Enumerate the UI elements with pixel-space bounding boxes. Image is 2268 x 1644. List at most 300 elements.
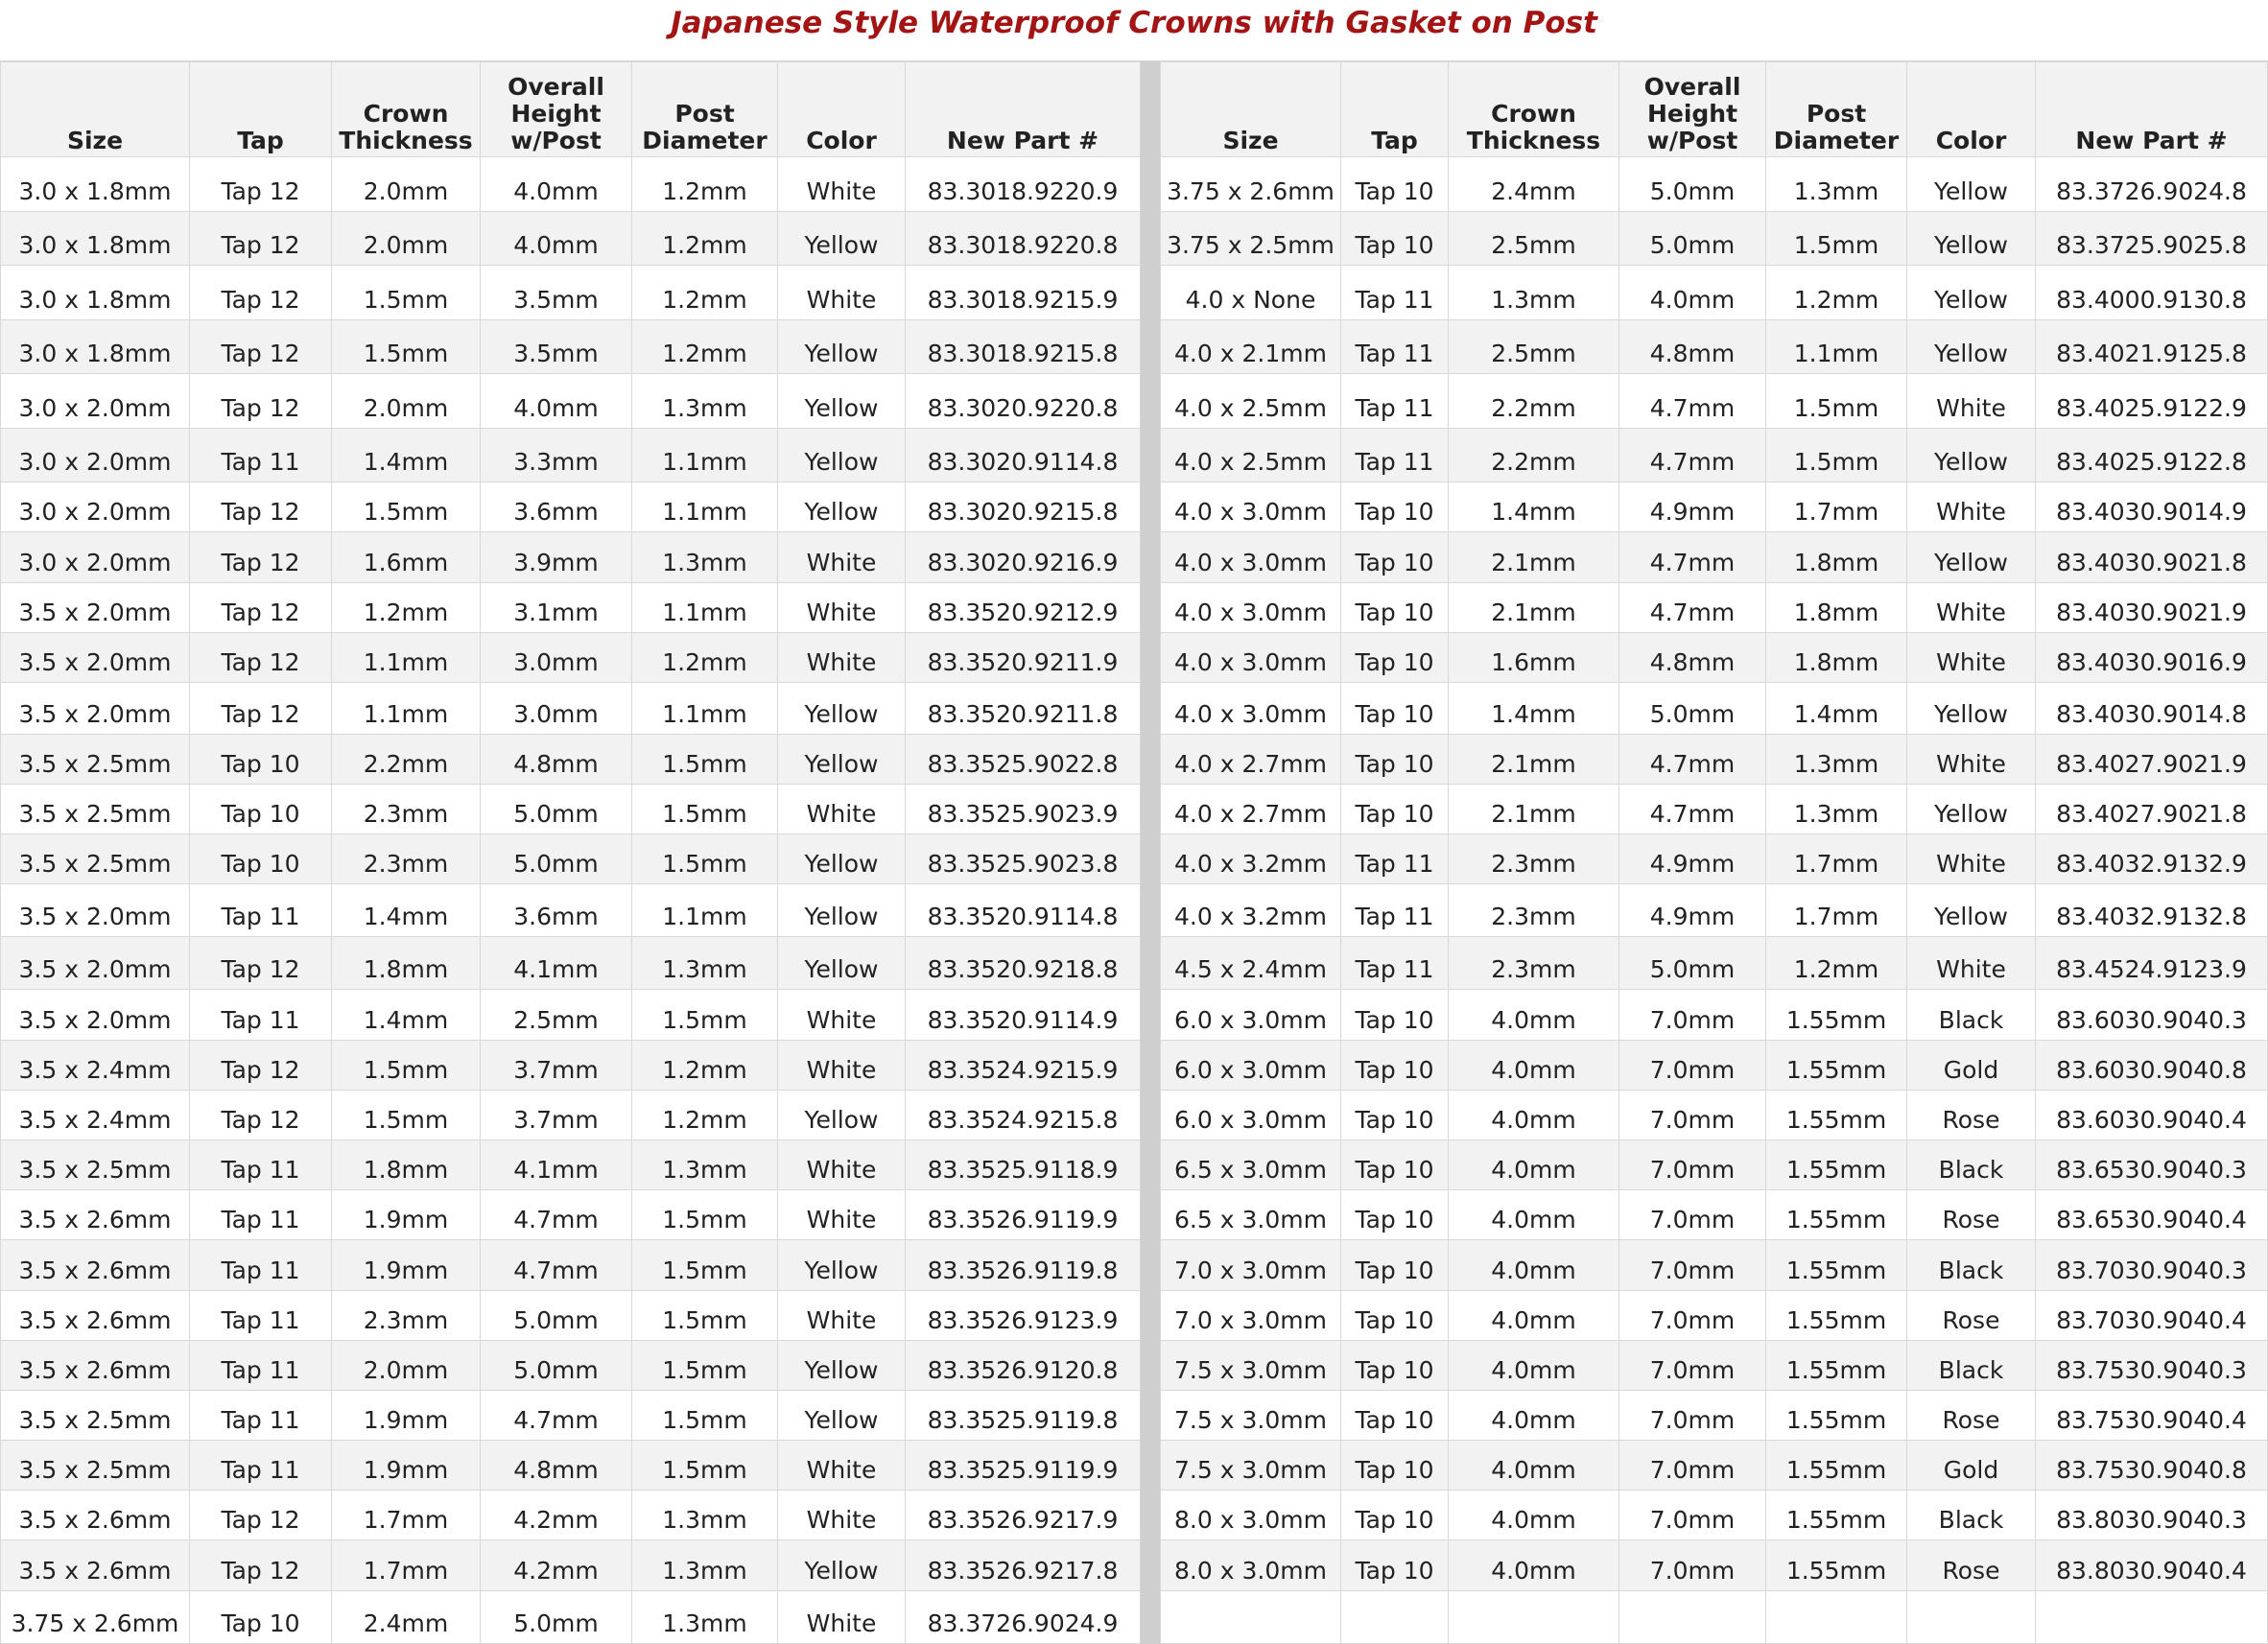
table-row xyxy=(1,990,1141,1040)
cell-color: Black xyxy=(1907,1340,2036,1390)
cell-tap: Tap 11 xyxy=(190,1139,332,1189)
table-row xyxy=(1,319,1141,374)
cell-part-number: 83.4032.9132.8 xyxy=(2036,884,2268,937)
cell-overall-height: 5.0mm xyxy=(1619,683,1766,735)
cell-post-diameter: 1.55mm xyxy=(1766,1139,1907,1189)
table-row xyxy=(1161,1540,2268,1590)
cell-overall-height: 3.7mm xyxy=(481,1040,632,1090)
cell-tap: Tap 12 xyxy=(190,211,332,266)
cell-crown-thickness: 2.1mm xyxy=(1449,582,1619,632)
table-row xyxy=(1161,937,2268,990)
cell-color: White xyxy=(1907,834,2036,884)
cell-part-number: 83.3525.9119.8 xyxy=(906,1390,1141,1440)
cell-post-diameter: 1.2mm xyxy=(1766,937,1907,990)
table-row xyxy=(1,1090,1141,1139)
cell-color: Yellow xyxy=(1907,211,2036,266)
cell-overall-height: 3.3mm xyxy=(481,428,632,482)
cell-color: White xyxy=(1907,937,2036,990)
cell-post-diameter: 1.3mm xyxy=(632,1491,778,1540)
cell-part-number: 83.3020.9216.9 xyxy=(906,532,1141,582)
cell-tap: Tap 12 xyxy=(190,532,332,582)
cell-color: Black xyxy=(1907,1139,2036,1189)
cell-color: White xyxy=(1907,632,2036,682)
cell-overall-height: 4.7mm xyxy=(1619,532,1766,582)
cell-crown-thickness: 4.0mm xyxy=(1449,1340,1619,1390)
cell-crown-thickness: 2.0mm xyxy=(332,157,481,212)
cell-size: 4.0 x 3.0mm xyxy=(1161,532,1341,582)
table-row xyxy=(1161,1240,2268,1290)
cell-post-diameter: 1.2mm xyxy=(632,266,778,320)
cell-crown-thickness: 1.1mm xyxy=(332,632,481,682)
cell-crown-thickness: 1.8mm xyxy=(332,1139,481,1189)
cell-size: 4.0 x 2.7mm xyxy=(1161,784,1341,834)
cell-color: Yellow xyxy=(778,1390,906,1440)
cell-part-number: 83.3520.9114.8 xyxy=(906,884,1141,937)
table-row xyxy=(1,1240,1141,1290)
cell-post-diameter: 1.55mm xyxy=(1766,1040,1907,1090)
cell-size: 3.5 x 2.6mm xyxy=(1,1540,190,1590)
column-divider xyxy=(1141,61,1160,1644)
cell-post-diameter: 1.55mm xyxy=(1766,990,1907,1040)
cell-post-diameter: 1.3mm xyxy=(632,374,778,429)
cell-size: 6.5 x 3.0mm xyxy=(1161,1139,1341,1189)
cell-crown-thickness: 4.0mm xyxy=(1449,1240,1619,1290)
cell-post-diameter: 1.55mm xyxy=(1766,1290,1907,1340)
cell-crown-thickness: 1.5mm xyxy=(332,1040,481,1090)
cell-color: Yellow xyxy=(778,374,906,429)
cell-crown-thickness: 1.7mm xyxy=(332,1540,481,1590)
cell-part-number: 83.3526.9120.8 xyxy=(906,1340,1141,1390)
cell-crown-thickness: 1.5mm xyxy=(332,266,481,320)
cell-crown-thickness: 4.0mm xyxy=(1449,1190,1619,1240)
cell-post-diameter: 1.4mm xyxy=(1766,683,1907,735)
cell-post-diameter: 1.55mm xyxy=(1766,1240,1907,1290)
cell-color: Yellow xyxy=(778,1540,906,1590)
cell-size: 3.5 x 2.0mm xyxy=(1,632,190,682)
cell-size: 6.0 x 3.0mm xyxy=(1161,1040,1341,1090)
cell-crown-thickness: 2.3mm xyxy=(1449,884,1619,937)
cell-color: Rose xyxy=(1907,1540,2036,1590)
cell-size: 3.5 x 2.0mm xyxy=(1,990,190,1040)
cell-part-number: 83.3520.9218.8 xyxy=(906,937,1141,990)
column-header-overall-height: Overall Height w/Post xyxy=(481,62,632,157)
cell-size: 3.5 x 2.4mm xyxy=(1,1090,190,1139)
cell-overall-height: 7.0mm xyxy=(1619,1441,1766,1491)
cell-post-diameter: 1.55mm xyxy=(1766,1190,1907,1240)
cell-crown-thickness: 2.0mm xyxy=(332,211,481,266)
cell-size xyxy=(1161,1590,1341,1643)
cell-part-number: 83.3726.9024.8 xyxy=(2036,157,2268,212)
table-row xyxy=(1,374,1141,429)
cell-post-diameter: 1.3mm xyxy=(632,532,778,582)
cell-size: 3.75 x 2.6mm xyxy=(1,1590,190,1643)
cell-size: 3.5 x 2.6mm xyxy=(1,1290,190,1340)
cell-tap: Tap 10 xyxy=(190,1590,332,1643)
cell-overall-height: 3.0mm xyxy=(481,632,632,682)
column-header-size: Size xyxy=(1,62,190,157)
cell-overall-height: 3.6mm xyxy=(481,482,632,532)
cell-size: 3.75 x 2.6mm xyxy=(1161,157,1341,212)
cell-overall-height: 5.0mm xyxy=(481,1590,632,1643)
cell-size: 4.0 x 2.1mm xyxy=(1161,319,1341,374)
cell-part-number: 83.4030.9014.8 xyxy=(2036,683,2268,735)
cell-color: White xyxy=(778,1040,906,1090)
cell-color: Black xyxy=(1907,990,2036,1040)
header-row xyxy=(1161,62,2268,157)
cell-tap: Tap 11 xyxy=(1341,428,1449,482)
cell-color: Yellow xyxy=(778,1090,906,1139)
cell-crown-thickness: 4.0mm xyxy=(1449,1540,1619,1590)
cell-color: White xyxy=(778,1139,906,1189)
cell-part-number: 83.7530.9040.3 xyxy=(2036,1340,2268,1390)
cell-post-diameter: 1.7mm xyxy=(1766,884,1907,937)
cell-size: 3.5 x 2.6mm xyxy=(1,1240,190,1290)
cell-color: Yellow xyxy=(778,319,906,374)
cell-tap: Tap 10 xyxy=(1341,1540,1449,1590)
page-title: Japanese Style Waterproof Crowns with Gasket on Post xyxy=(0,0,2268,61)
cell-overall-height: 4.8mm xyxy=(481,734,632,784)
cell-part-number: 83.3524.9215.9 xyxy=(906,1040,1141,1090)
cell-overall-height: 4.9mm xyxy=(1619,834,1766,884)
cell-crown-thickness: 2.0mm xyxy=(332,1340,481,1390)
cell-size: 3.5 x 2.5mm xyxy=(1,834,190,884)
cell-crown-thickness: 4.0mm xyxy=(1449,1040,1619,1090)
cell-part-number: 83.4032.9132.9 xyxy=(2036,834,2268,884)
cell-size: 3.5 x 2.5mm xyxy=(1,734,190,784)
cell-crown-thickness: 2.1mm xyxy=(1449,532,1619,582)
cell-post-diameter: 1.8mm xyxy=(1766,582,1907,632)
table-row xyxy=(1161,211,2268,266)
cell-crown-thickness: 1.4mm xyxy=(332,428,481,482)
cell-tap: Tap 10 xyxy=(1341,1139,1449,1189)
cell-tap: Tap 12 xyxy=(190,1090,332,1139)
cell-tap: Tap 10 xyxy=(1341,632,1449,682)
cell-overall-height: 4.8mm xyxy=(1619,632,1766,682)
cell-tap: Tap 10 xyxy=(1341,734,1449,784)
table-row xyxy=(1,211,1141,266)
cell-color: White xyxy=(778,266,906,320)
column-header-color: Color xyxy=(778,62,906,157)
cell-size: 7.5 x 3.0mm xyxy=(1161,1340,1341,1390)
cell-size: 3.0 x 1.8mm xyxy=(1,266,190,320)
cell-size: 4.0 x 2.5mm xyxy=(1161,428,1341,482)
table-row xyxy=(1161,632,2268,682)
cell-size: 7.5 x 3.0mm xyxy=(1161,1441,1341,1491)
cell-tap: Tap 10 xyxy=(190,734,332,784)
table-row xyxy=(1,157,1141,212)
cell-size: 4.0 x 3.0mm xyxy=(1161,582,1341,632)
table-row xyxy=(1,482,1141,532)
cell-tap: Tap 11 xyxy=(190,1240,332,1290)
cell-size: 3.75 x 2.5mm xyxy=(1161,211,1341,266)
table-row xyxy=(1161,482,2268,532)
cell-post-diameter: 1.1mm xyxy=(632,884,778,937)
cell-overall-height: 4.7mm xyxy=(1619,734,1766,784)
cell-crown-thickness: 1.5mm xyxy=(332,319,481,374)
cell-tap: Tap 10 xyxy=(1341,1040,1449,1090)
table-row xyxy=(1161,374,2268,429)
cell-crown-thickness: 2.2mm xyxy=(332,734,481,784)
column-header-part-number: New Part # xyxy=(906,62,1141,157)
cell-size: 3.5 x 2.6mm xyxy=(1,1340,190,1390)
cell-post-diameter: 1.55mm xyxy=(1766,1540,1907,1590)
cell-post-diameter: 1.1mm xyxy=(632,428,778,482)
cell-crown-thickness: 1.4mm xyxy=(1449,482,1619,532)
cell-crown-thickness: 2.2mm xyxy=(1449,374,1619,429)
cell-crown-thickness: 1.4mm xyxy=(332,884,481,937)
cell-size: 3.0 x 2.0mm xyxy=(1,374,190,429)
column-header-crown-thickness: Crown Thickness xyxy=(1449,62,1619,157)
cell-post-diameter: 1.5mm xyxy=(632,1240,778,1290)
cell-part-number: 83.3018.9220.9 xyxy=(906,157,1141,212)
cell-post-diameter: 1.3mm xyxy=(1766,784,1907,834)
cell-tap: Tap 11 xyxy=(1341,319,1449,374)
cell-post-diameter: 1.3mm xyxy=(632,1590,778,1643)
cell-color: White xyxy=(778,1190,906,1240)
cell-overall-height: 7.0mm xyxy=(1619,1540,1766,1590)
cell-post-diameter: 1.8mm xyxy=(1766,532,1907,582)
cell-color: Yellow xyxy=(778,884,906,937)
column-header-size: Size xyxy=(1161,62,1341,157)
cell-size: 4.0 x 3.2mm xyxy=(1161,884,1341,937)
cell-post-diameter: 1.5mm xyxy=(632,784,778,834)
cell-overall-height: 3.5mm xyxy=(481,266,632,320)
cell-overall-height: 7.0mm xyxy=(1619,1139,1766,1189)
cell-part-number: 83.3525.9023.9 xyxy=(906,784,1141,834)
cell-tap: Tap 12 xyxy=(190,1540,332,1590)
cell-color: White xyxy=(1907,734,2036,784)
cell-part-number: 83.4524.9123.9 xyxy=(2036,937,2268,990)
table-row xyxy=(1161,834,2268,884)
cell-part-number: 83.3526.9119.8 xyxy=(906,1240,1141,1290)
cell-color: Gold xyxy=(1907,1441,2036,1491)
cell-crown-thickness: 1.4mm xyxy=(332,990,481,1040)
cell-post-diameter: 1.5mm xyxy=(632,1190,778,1240)
cell-crown-thickness: 2.4mm xyxy=(1449,157,1619,212)
column-header-post-diameter: Post Diameter xyxy=(632,62,778,157)
cell-crown-thickness: 1.6mm xyxy=(332,532,481,582)
cell-post-diameter: 1.3mm xyxy=(1766,157,1907,212)
cell-size: 8.0 x 3.0mm xyxy=(1161,1540,1341,1590)
cell-post-diameter: 1.2mm xyxy=(632,319,778,374)
cell-tap: Tap 10 xyxy=(1341,532,1449,582)
cell-part-number: 83.4025.9122.9 xyxy=(2036,374,2268,429)
cell-part-number: 83.6030.9040.4 xyxy=(2036,1090,2268,1139)
cell-post-diameter: 1.7mm xyxy=(1766,482,1907,532)
cell-tap: Tap 11 xyxy=(1341,937,1449,990)
cell-tap: Tap 11 xyxy=(190,990,332,1040)
column-header-post-diameter: Post Diameter xyxy=(1766,62,1907,157)
cell-overall-height: 7.0mm xyxy=(1619,990,1766,1040)
table-row xyxy=(1,1590,1141,1643)
cell-post-diameter xyxy=(1766,1590,1907,1643)
cell-overall-height: 5.0mm xyxy=(1619,937,1766,990)
cell-overall-height: 7.0mm xyxy=(1619,1290,1766,1340)
table-row xyxy=(1161,532,2268,582)
cell-size: 3.5 x 2.0mm xyxy=(1,884,190,937)
cell-post-diameter: 1.2mm xyxy=(632,211,778,266)
cell-post-diameter: 1.3mm xyxy=(1766,734,1907,784)
cell-color: Yellow xyxy=(1907,784,2036,834)
cell-post-diameter: 1.5mm xyxy=(632,834,778,884)
cell-crown-thickness: 2.0mm xyxy=(332,374,481,429)
cell-post-diameter: 1.1mm xyxy=(632,582,778,632)
column-header-tap: Tap xyxy=(1341,62,1449,157)
cell-overall-height: 3.7mm xyxy=(481,1090,632,1139)
cell-tap: Tap 10 xyxy=(1341,1340,1449,1390)
cell-color: Yellow xyxy=(778,482,906,532)
cell-part-number: 83.6530.9040.4 xyxy=(2036,1190,2268,1240)
table-row xyxy=(1,1190,1141,1240)
table-row xyxy=(1,884,1141,937)
cell-size: 3.5 x 2.5mm xyxy=(1,1139,190,1189)
cell-overall-height: 5.0mm xyxy=(481,834,632,884)
cell-size: 4.0 x 3.0mm xyxy=(1161,482,1341,532)
cell-part-number: 83.4000.9130.8 xyxy=(2036,266,2268,320)
cell-size: 7.0 x 3.0mm xyxy=(1161,1240,1341,1290)
tables-container xyxy=(0,61,2268,1644)
cell-overall-height: 5.0mm xyxy=(481,1290,632,1340)
cell-tap: Tap 10 xyxy=(1341,784,1449,834)
table-row xyxy=(1161,1139,2268,1189)
cell-size: 3.5 x 2.0mm xyxy=(1,582,190,632)
cell-size: 6.5 x 3.0mm xyxy=(1161,1190,1341,1240)
cell-color: White xyxy=(778,1290,906,1340)
cell-color: White xyxy=(778,990,906,1040)
cell-color: White xyxy=(778,157,906,212)
cell-crown-thickness: 2.3mm xyxy=(332,784,481,834)
cell-tap: Tap 10 xyxy=(1341,1240,1449,1290)
table-row xyxy=(1,532,1141,582)
cell-part-number: 83.7530.9040.8 xyxy=(2036,1441,2268,1491)
table-row xyxy=(1161,1491,2268,1540)
cell-tap: Tap 11 xyxy=(1341,266,1449,320)
cell-part-number: 83.3018.9220.8 xyxy=(906,211,1141,266)
cell-overall-height: 4.0mm xyxy=(481,374,632,429)
table-row xyxy=(1,683,1141,735)
cell-crown-thickness: 4.0mm xyxy=(1449,1491,1619,1540)
cell-post-diameter: 1.55mm xyxy=(1766,1491,1907,1540)
cell-part-number: 83.4027.9021.8 xyxy=(2036,784,2268,834)
cell-crown-thickness xyxy=(1449,1590,1619,1643)
cell-overall-height: 7.0mm xyxy=(1619,1390,1766,1440)
cell-size: 4.0 x 2.7mm xyxy=(1161,734,1341,784)
cell-post-diameter: 1.5mm xyxy=(1766,428,1907,482)
cell-tap: Tap 10 xyxy=(1341,1491,1449,1540)
table-row xyxy=(1,632,1141,682)
cell-post-diameter: 1.2mm xyxy=(632,157,778,212)
cell-color: Rose xyxy=(1907,1390,2036,1440)
table-row xyxy=(1161,1090,2268,1139)
cell-post-diameter: 1.5mm xyxy=(632,1390,778,1440)
cell-overall-height: 3.0mm xyxy=(481,683,632,735)
cell-color: White xyxy=(1907,582,2036,632)
cell-color: White xyxy=(778,582,906,632)
cell-part-number: 83.3520.9211.8 xyxy=(906,683,1141,735)
cell-tap: Tap 11 xyxy=(190,1290,332,1340)
cell-tap: Tap 10 xyxy=(1341,482,1449,532)
cell-crown-thickness: 2.3mm xyxy=(332,1290,481,1340)
cell-part-number: 83.7530.9040.4 xyxy=(2036,1390,2268,1440)
column-header-crown-thickness: Crown Thickness xyxy=(332,62,481,157)
cell-part-number: 83.6030.9040.8 xyxy=(2036,1040,2268,1090)
cell-post-diameter: 1.1mm xyxy=(632,683,778,735)
cell-part-number: 83.3526.9217.9 xyxy=(906,1491,1141,1540)
table-row xyxy=(1161,1340,2268,1390)
table-row xyxy=(1161,1290,2268,1340)
cell-color: Yellow xyxy=(778,683,906,735)
table-row xyxy=(1,428,1141,482)
cell-post-diameter: 1.5mm xyxy=(632,1340,778,1390)
cell-tap: Tap 11 xyxy=(1341,834,1449,884)
cell-post-diameter: 1.5mm xyxy=(632,1290,778,1340)
cell-crown-thickness: 4.0mm xyxy=(1449,990,1619,1040)
cell-tap: Tap 10 xyxy=(1341,683,1449,735)
cell-overall-height: 7.0mm xyxy=(1619,1190,1766,1240)
cell-crown-thickness: 1.3mm xyxy=(1449,266,1619,320)
cell-color: Yellow xyxy=(778,1340,906,1390)
cell-crown-thickness: 4.0mm xyxy=(1449,1139,1619,1189)
cell-size: 3.0 x 1.8mm xyxy=(1,211,190,266)
cell-size: 3.5 x 2.5mm xyxy=(1,1441,190,1491)
cell-post-diameter: 1.5mm xyxy=(1766,374,1907,429)
cell-color: White xyxy=(778,532,906,582)
cell-tap: Tap 12 xyxy=(190,157,332,212)
cell-overall-height: 4.2mm xyxy=(481,1540,632,1590)
cell-color: Rose xyxy=(1907,1290,2036,1340)
table-row xyxy=(1161,157,2268,212)
cell-size: 3.0 x 1.8mm xyxy=(1,157,190,212)
cell-tap: Tap 12 xyxy=(190,683,332,735)
cell-overall-height: 5.0mm xyxy=(481,784,632,834)
cell-part-number: 83.4030.9021.8 xyxy=(2036,532,2268,582)
table-row xyxy=(1,1340,1141,1390)
cell-tap: Tap 12 xyxy=(190,1040,332,1090)
cell-part-number: 83.3020.9215.8 xyxy=(906,482,1141,532)
cell-overall-height: 4.7mm xyxy=(1619,784,1766,834)
cell-size: 3.0 x 2.0mm xyxy=(1,428,190,482)
cell-post-diameter: 1.3mm xyxy=(632,1540,778,1590)
table-row xyxy=(1,1390,1141,1440)
cell-size: 4.0 x 2.5mm xyxy=(1161,374,1341,429)
cell-color: White xyxy=(778,1590,906,1643)
cell-overall-height: 4.2mm xyxy=(481,1491,632,1540)
cell-crown-thickness: 1.7mm xyxy=(332,1491,481,1540)
cell-overall-height: 4.1mm xyxy=(481,1139,632,1189)
cell-color: Yellow xyxy=(778,834,906,884)
cell-crown-thickness: 1.9mm xyxy=(332,1240,481,1290)
cell-crown-thickness: 2.3mm xyxy=(332,834,481,884)
cell-crown-thickness: 4.0mm xyxy=(1449,1441,1619,1491)
cell-post-diameter: 1.55mm xyxy=(1766,1090,1907,1139)
cell-color: Black xyxy=(1907,1240,2036,1290)
cell-post-diameter: 1.5mm xyxy=(632,734,778,784)
cell-overall-height: 4.7mm xyxy=(481,1390,632,1440)
cell-tap: Tap 12 xyxy=(190,632,332,682)
column-header-color: Color xyxy=(1907,62,2036,157)
cell-part-number: 83.6030.9040.3 xyxy=(2036,990,2268,1040)
cell-post-diameter: 1.3mm xyxy=(632,1139,778,1189)
cell-post-diameter: 1.2mm xyxy=(632,632,778,682)
cell-overall-height: 3.5mm xyxy=(481,319,632,374)
cell-crown-thickness: 2.3mm xyxy=(1449,834,1619,884)
cell-size: 7.0 x 3.0mm xyxy=(1161,1290,1341,1340)
column-header-tap: Tap xyxy=(190,62,332,157)
crowns-table-right xyxy=(1160,61,2268,1644)
table-row xyxy=(1,1139,1141,1189)
cell-part-number: 83.3524.9215.8 xyxy=(906,1090,1141,1139)
cell-crown-thickness: 2.4mm xyxy=(332,1590,481,1643)
